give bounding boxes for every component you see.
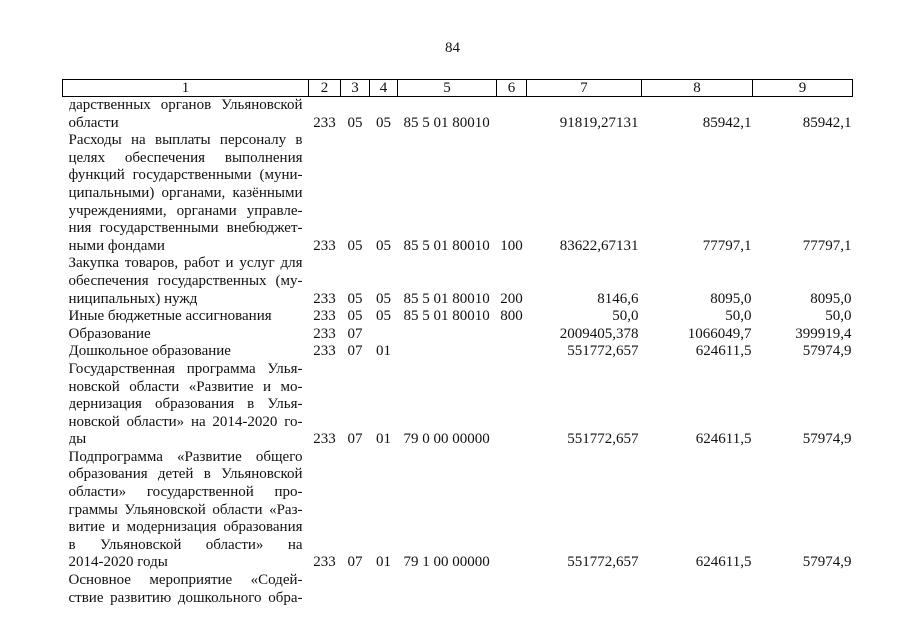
cell-amount-col8: 624611,5 (695, 554, 752, 571)
cell-target-article-code: 85 5 01 80010 (403, 290, 490, 307)
cell-ministry-code: 233 (313, 431, 336, 448)
cell-target-article-code (398, 326, 497, 344)
cell-subsection-code: 01 (376, 431, 391, 448)
item-name-line: в Ульяновской области» на (68, 536, 303, 553)
cell-section-code: 05 (347, 308, 363, 325)
cell-amount-col8: 8095,0 (710, 290, 752, 307)
item-name-line: ствие развитию дошкольного обра- (68, 589, 303, 606)
item-name-line: ния государственными внебюджет- (68, 220, 303, 237)
item-name-line: дернизация образования в Улья- (68, 396, 303, 413)
budget-table (62, 79, 853, 607)
header-cell-2: 2 (309, 80, 341, 97)
header-cell-6: 6 (497, 80, 527, 97)
item-name-line: Образование (68, 325, 151, 342)
item-name-line: 2014-2020 годы (68, 554, 168, 571)
cell-target-article-code: 85 5 01 80010 (403, 237, 490, 254)
header-cell-7: 7 (527, 80, 642, 97)
cell-amount-col8: 50,0 (725, 308, 752, 325)
item-name-line: Иные бюджетные ассигнования (68, 308, 272, 325)
item-name-line: новской области» на 2014-2020 го- (68, 413, 303, 430)
item-name-line: ципальными) органами, казёнными (68, 184, 303, 201)
cell-section-code: 05 (347, 237, 363, 254)
cell-section-code (341, 572, 370, 607)
cell-amount-col9: 85942,1 (802, 114, 852, 131)
header-cell-4: 4 (370, 80, 398, 97)
cell-amount-col8 (642, 572, 753, 607)
cell-amount-col9: 77797,1 (802, 237, 852, 254)
item-name-line: новской области «Развитие и мо- (68, 378, 303, 395)
cell-ministry-code: 233 (313, 554, 336, 571)
cell-amount-col8: 624611,5 (695, 431, 752, 448)
cell-section-code: 05 (347, 290, 363, 307)
cell-section-code: 07 (347, 431, 363, 448)
item-name-line: Дошкольное образование (68, 343, 231, 360)
cell-expense-type-code (497, 449, 527, 572)
item-name-line: Закупка товаров, работ и услуг для (68, 255, 303, 272)
cell-amount-col7: 91819,27131 (559, 114, 639, 131)
cell-subsection-code (370, 326, 398, 344)
cell-amount-col7: 2009405,378 (559, 325, 639, 342)
cell-expense-type-code (497, 97, 527, 133)
cell-subsection-code: 05 (376, 114, 391, 131)
item-name-line: образования детей в Ульяновской (68, 466, 303, 483)
cell-item-name (63, 343, 309, 361)
cell-amount-col7: 551772,657 (567, 431, 639, 448)
header-cell-3: 3 (341, 80, 370, 97)
cell-amount-col9: 57974,9 (802, 343, 852, 360)
table-row (63, 572, 853, 607)
cell-subsection-code: 01 (376, 554, 391, 571)
cell-amount-col7: 83622,67131 (559, 237, 639, 254)
cell-item-name (63, 308, 309, 326)
table-row (63, 97, 853, 133)
cell-expense-type-code: 800 (500, 308, 523, 325)
cell-ministry-code: 233 (313, 343, 336, 360)
cell-target-article-code: 79 0 00 00000 (403, 431, 490, 448)
item-name-line: ными фондами (68, 237, 165, 254)
cell-amount-col7 (527, 572, 642, 607)
cell-item-name (63, 326, 309, 344)
cell-target-article-code (398, 572, 497, 607)
cell-amount-col9: 399919,4 (795, 325, 852, 342)
table-row (63, 308, 853, 326)
cell-item-name (63, 132, 309, 255)
header-cell-8: 8 (642, 80, 753, 97)
cell-ministry-code: 233 (313, 237, 336, 254)
cell-ministry-code: 233 (313, 308, 336, 325)
item-name-line: ды (68, 431, 87, 448)
cell-subsection-code: 01 (376, 343, 391, 360)
cell-amount-col8: 624611,5 (695, 343, 752, 360)
cell-item-name (63, 449, 309, 572)
cell-target-article-code: 85 5 01 80010 (403, 308, 490, 325)
item-name-line: ниципальных) нужд (68, 290, 198, 307)
cell-item-name (63, 255, 309, 308)
cell-amount-col7: 50,0 (612, 308, 639, 325)
cell-target-article-code (398, 343, 497, 361)
cell-amount-col9 (753, 572, 853, 607)
cell-amount-col7: 551772,657 (567, 554, 639, 571)
cell-section-code: 07 (347, 325, 363, 342)
cell-section-code: 07 (347, 343, 363, 360)
cell-amount-col9: 57974,9 (802, 554, 852, 571)
table-row (63, 343, 853, 361)
cell-item-name (63, 361, 309, 449)
cell-amount-col9: 50,0 (825, 308, 852, 325)
cell-amount-col9: 8095,0 (810, 290, 852, 307)
item-name-line: Подпрограмма «Развитие общего (68, 448, 303, 465)
cell-expense-type-code: 200 (500, 290, 523, 307)
cell-amount-col8: 1066049,7 (687, 325, 752, 342)
cell-target-article-code: 85 5 01 80010 (403, 114, 490, 131)
item-name-line: граммы Ульяновской области «Раз- (68, 501, 303, 518)
cell-expense-type-code (497, 361, 527, 449)
table-row (63, 361, 853, 449)
cell-subsection-code: 05 (376, 308, 391, 325)
item-name-line: витие и модернизация образования (68, 519, 303, 536)
cell-section-code: 07 (347, 554, 363, 571)
cell-ministry-code: 233 (313, 325, 336, 342)
cell-ministry-code: 233 (313, 114, 336, 131)
item-name-line: области» государственной про- (68, 484, 303, 501)
cell-section-code: 05 (347, 114, 363, 131)
table-row (63, 449, 853, 572)
cell-expense-type-code: 100 (500, 237, 523, 254)
item-name-line: Государственная программа Улья- (68, 360, 303, 377)
cell-expense-type-code (497, 572, 527, 607)
cell-amount-col9: 57974,9 (802, 431, 852, 448)
table-header-row (63, 80, 853, 97)
cell-item-name (63, 572, 309, 607)
cell-amount-col7: 8146,6 (597, 290, 639, 307)
cell-expense-type-code (497, 326, 527, 344)
header-cell-1: 1 (63, 80, 309, 97)
item-name-line: дарственных органов Ульяновской (68, 97, 303, 113)
item-name-line: Основное мероприятие «Содей- (68, 572, 303, 589)
cell-amount-col7: 551772,657 (567, 343, 639, 360)
table-row (63, 132, 853, 255)
cell-ministry-code (309, 572, 341, 607)
item-name-line: Расходы на выплаты персоналу в (68, 132, 303, 149)
table-row (63, 326, 853, 344)
header-cell-9: 9 (753, 80, 853, 97)
header-cell-5: 5 (398, 80, 497, 97)
cell-expense-type-code (497, 343, 527, 361)
cell-target-article-code: 79 1 00 00000 (403, 554, 490, 571)
cell-amount-col8: 85942,1 (702, 114, 752, 131)
cell-ministry-code: 233 (313, 290, 336, 307)
page-number: 84 (445, 40, 460, 56)
cell-subsection-code (370, 572, 398, 607)
cell-subsection-code: 05 (376, 290, 391, 307)
item-name-line: обеспечения государственных (му- (68, 272, 303, 289)
item-name-line: целях обеспечения выполнения (68, 149, 303, 166)
table-row (63, 255, 853, 308)
cell-subsection-code: 05 (376, 237, 391, 254)
item-name-line: функций государственными (муни- (68, 167, 303, 184)
item-name-line: области (68, 114, 119, 131)
cell-item-name (63, 97, 309, 133)
cell-amount-col8: 77797,1 (702, 237, 752, 254)
item-name-line: учреждениями, органами управле- (68, 202, 303, 219)
